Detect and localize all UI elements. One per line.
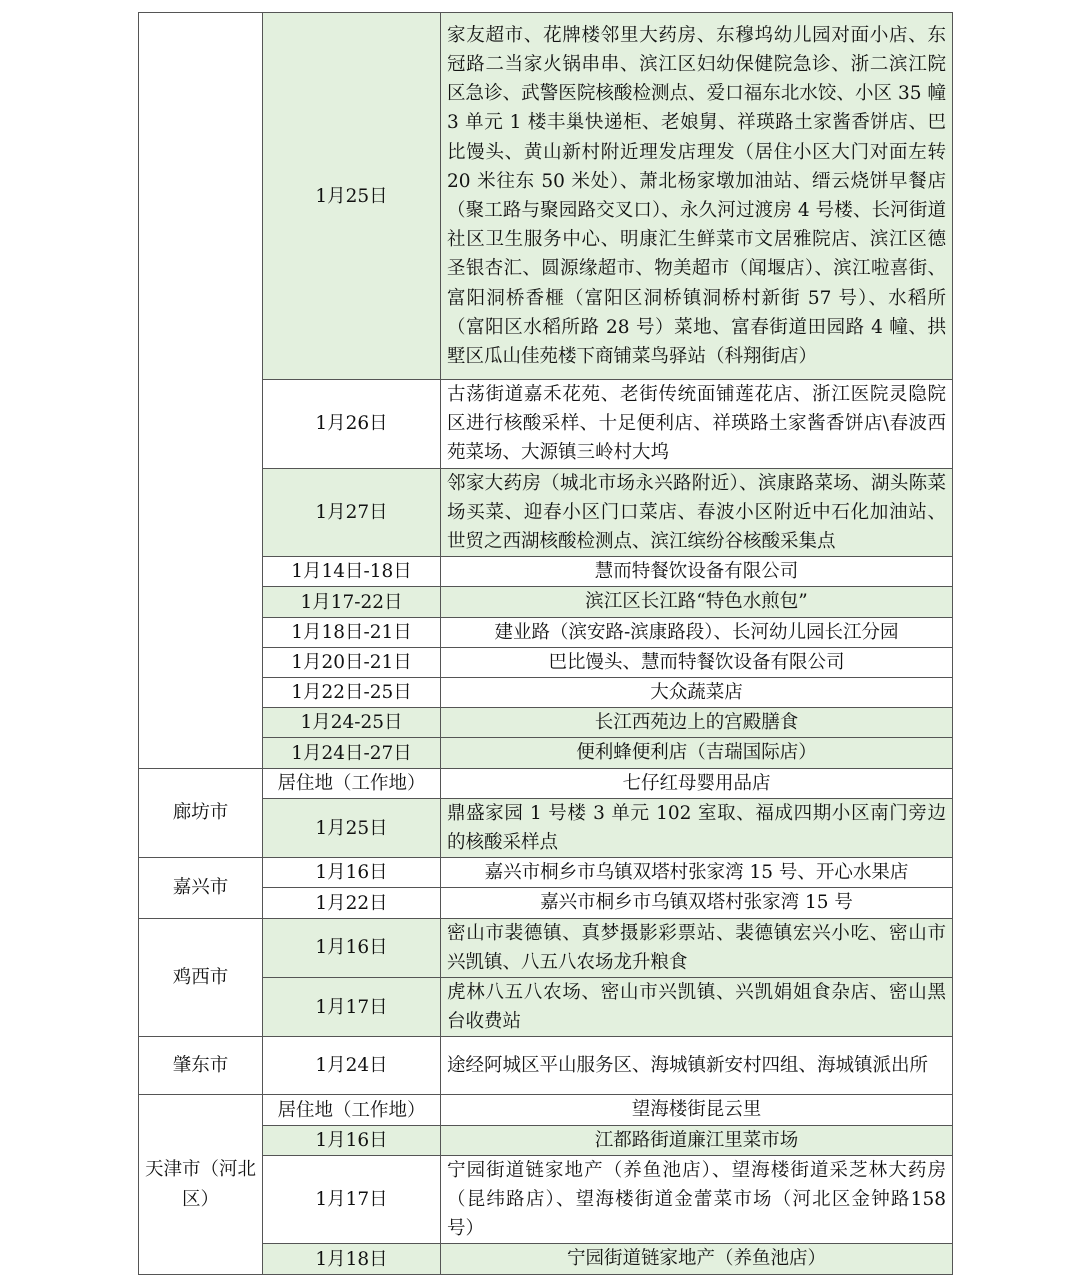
table-row [139, 918, 953, 977]
date-cell: 1月25日 [263, 13, 441, 380]
date-cell: 1月20日-21日 [263, 647, 441, 677]
location-cell: 便利蜂便利店（吉瑞国际店） [441, 738, 953, 768]
location-cell: 滨江区长江路“特色水煎包” [441, 587, 953, 617]
date-cell: 1月17日 [263, 1155, 441, 1244]
date-cell: 1月14日-18日 [263, 557, 441, 587]
location-cell: 古荡街道嘉禾花苑、老街传统面铺莲花店、浙江医院灵隐院区进行核酸采样、十足便利店、祥瑛路土家酱香饼店\春波西苑菜场、大源镇三岭村大坞 [441, 380, 953, 469]
table-row [139, 858, 953, 888]
date-cell: 1月27日 [263, 468, 441, 557]
location-cell: 望海楼街昆云里 [441, 1095, 953, 1125]
data-table [138, 12, 953, 1275]
city-cell: 嘉兴市 [139, 858, 263, 918]
location-cell: 邻家大药房（城北市场永兴路附近）、滨康路菜场、湖头陈菜场买菜、迎春小区门口菜店、春波小区附近中石化加油站、世贸之西湖核酸检测点、滨江缤纷谷核酸采集点 [441, 468, 953, 557]
table-row [139, 1037, 953, 1095]
table-row [139, 768, 953, 798]
city-cell: 天津市（河北区） [139, 1095, 263, 1274]
date-cell: 居住地（工作地） [263, 768, 441, 798]
date-cell: 1月18日-21日 [263, 617, 441, 647]
date-cell: 1月18日 [263, 1244, 441, 1274]
location-cell: 建业路（滨安路-滨康路段）、长河幼儿园长江分园 [441, 617, 953, 647]
date-cell: 1月16日 [263, 918, 441, 977]
city-cell: 鸡西市 [139, 918, 263, 1037]
date-cell: 1月26日 [263, 380, 441, 469]
location-cell: 宁园街道链家地产（养鱼池店） [441, 1244, 953, 1274]
location-cell: 途经阿城区平山服务区、海城镇新安村四组、海城镇派出所 [441, 1037, 953, 1095]
city-cell: 肇东市 [139, 1037, 263, 1095]
location-cell: 巴比馒头、慧而特餐饮设备有限公司 [441, 647, 953, 677]
date-cell: 1月16日 [263, 858, 441, 888]
date-cell: 1月24-25日 [263, 708, 441, 738]
location-cell: 江都路街道廉江里菜市场 [441, 1125, 953, 1155]
location-cell: 慧而特餐饮设备有限公司 [441, 557, 953, 587]
table-row [139, 1095, 953, 1125]
date-cell: 1月17-22日 [263, 587, 441, 617]
location-cell: 虎林八五八农场、密山市兴凯镇、兴凯娟姐食杂店、密山黑台收费站 [441, 978, 953, 1037]
date-cell: 1月25日 [263, 798, 441, 857]
table-row [139, 13, 953, 380]
date-cell: 1月24日 [263, 1037, 441, 1095]
location-cell: 长江西苑边上的宫殿膳食 [441, 708, 953, 738]
location-cell: 七仔红母婴用品店 [441, 768, 953, 798]
location-cell: 鼎盛家园 1 号楼 3 单元 102 室取、福成四期小区南门旁边的核酸采样点 [441, 798, 953, 857]
date-cell: 1月22日-25日 [263, 678, 441, 708]
location-cell: 嘉兴市桐乡市乌镇双塔村张家湾 15 号 [441, 888, 953, 918]
location-cell: 大众蔬菜店 [441, 678, 953, 708]
city-cell [139, 13, 263, 769]
location-cell: 嘉兴市桐乡市乌镇双塔村张家湾 15 号、开心水果店 [441, 858, 953, 888]
location-cell: 宁园街道链家地产（养鱼池店）、望海楼街道采芝林大药房（昆纬路店）、望海楼街道金蕾菜市场（河北区金钟路158 号） [441, 1155, 953, 1244]
location-cell: 密山市裴德镇、真梦摄影彩票站、裴德镇宏兴小吃、密山市兴凯镇、八五八农场龙升粮食 [441, 918, 953, 977]
date-cell: 1月22日 [263, 888, 441, 918]
location-cell: 家友超市、花牌楼邻里大药房、东穆坞幼儿园对面小店、东冠路二当家火锅串串、滨江区妇幼保健院急诊、浙二滨江院区急诊、武警医院核酸检测点、爱口福东北水饺、小区 35 幢 3 单元 1 楼丰巢快递柜、老娘舅、祥瑛路土家酱香饼店、巴比馒头、黄山新村附近理发店理发（居住小区大门对面左转 20 米往东 50 米处）、萧北杨家墩加油站、缙云烧饼早餐店（聚工路与聚园路交叉口）、永久河过渡房 4 号楼、长河街道社区卫生服务中心、明康汇生鲜菜市文居雅院店、滨江区德圣银杏汇、圆源缘超市、物美超市（闻堰店）、滨江啦喜街、富阳洞桥香榧（富阳区洞桥镇洞桥村新街 57 号）、水稻所（富阳区水稻所路 28 号）菜地、富春街道田园路 4 幢、拱墅区瓜山佳苑楼下商铺菜鸟驿站（科翔街店） [441, 13, 953, 380]
city-cell: 廊坊市 [139, 768, 263, 858]
date-cell: 1月17日 [263, 978, 441, 1037]
date-cell: 居住地（工作地） [263, 1095, 441, 1125]
date-cell: 1月16日 [263, 1125, 441, 1155]
date-cell: 1月24日-27日 [263, 738, 441, 768]
table-body [139, 13, 953, 1275]
